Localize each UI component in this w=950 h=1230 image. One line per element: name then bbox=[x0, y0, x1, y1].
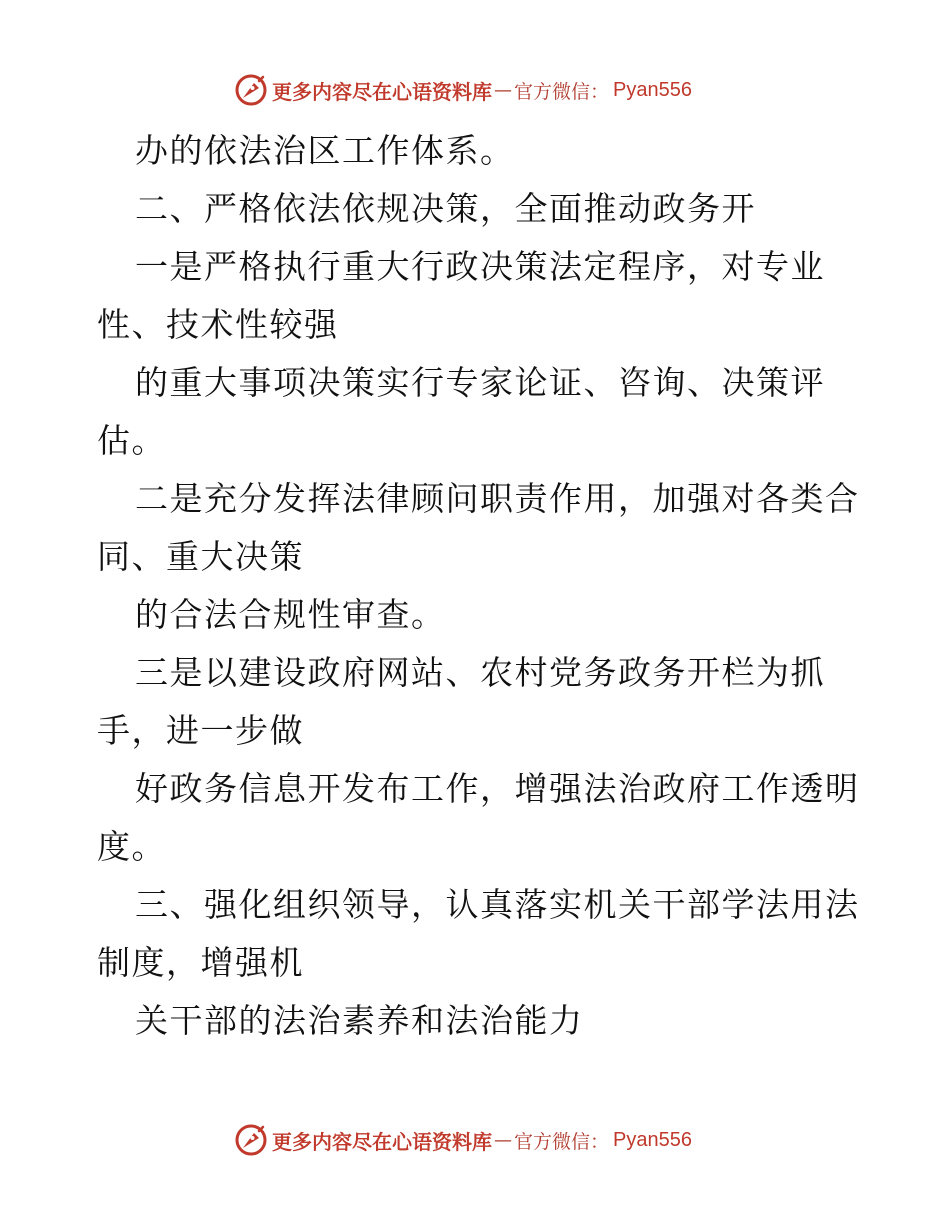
text-line: 三是以建设政府网站、农村党务政务开栏为抓 bbox=[135, 653, 825, 692]
banner-wechat-id: Pyan556 bbox=[613, 1128, 692, 1151]
text-line: 关干部的法治素养和法治能力 bbox=[135, 1001, 584, 1040]
text-line: 制度，增强机 bbox=[97, 943, 304, 982]
text-line: 同、重大决策 bbox=[97, 537, 304, 576]
text-line: 度。 bbox=[97, 827, 166, 866]
banner-wechat-label: 官方微信： bbox=[514, 80, 610, 103]
text-line: 手，进一步做 bbox=[97, 711, 304, 750]
text-line: 的合法合规性审查。 bbox=[135, 595, 446, 634]
banner-wechat-label: 官方微信： bbox=[514, 1130, 610, 1153]
footer-banner bbox=[234, 1122, 692, 1158]
text-line: 二是充分发挥法律顾问职责作用，加强对各类合 bbox=[135, 479, 860, 518]
banner-dash: — bbox=[494, 79, 512, 101]
banner-brand-text: 更多内容尽在心语资料库 bbox=[272, 79, 492, 104]
text-line: 的重大事项决策实行专家论证、咨询、决策评 bbox=[135, 363, 825, 402]
pen-nib-circle-icon bbox=[234, 73, 268, 107]
text-line: 好政务信息开发布工作，增强法治政府工作透明 bbox=[135, 769, 860, 808]
pen-nib-circle-icon bbox=[234, 1123, 268, 1157]
text-line: 估。 bbox=[97, 421, 166, 460]
text-line: 二、严格依法依规决策，全面推动政务开 bbox=[135, 189, 756, 228]
text-line: 办的依法治区工作体系。 bbox=[135, 131, 515, 170]
text-line: 三、强化组织领导，认真落实机关干部学法用法 bbox=[135, 885, 860, 924]
text-line: 一是严格执行重大行政决策法定程序，对专业 bbox=[135, 247, 825, 286]
text-line: 性、技术性较强 bbox=[97, 305, 339, 344]
document-body bbox=[0, 122, 950, 1050]
header-banner bbox=[234, 72, 692, 108]
banner-brand-text: 更多内容尽在心语资料库 bbox=[272, 1129, 492, 1154]
banner-dash: — bbox=[494, 1129, 512, 1151]
banner-wechat-id: Pyan556 bbox=[613, 78, 692, 101]
